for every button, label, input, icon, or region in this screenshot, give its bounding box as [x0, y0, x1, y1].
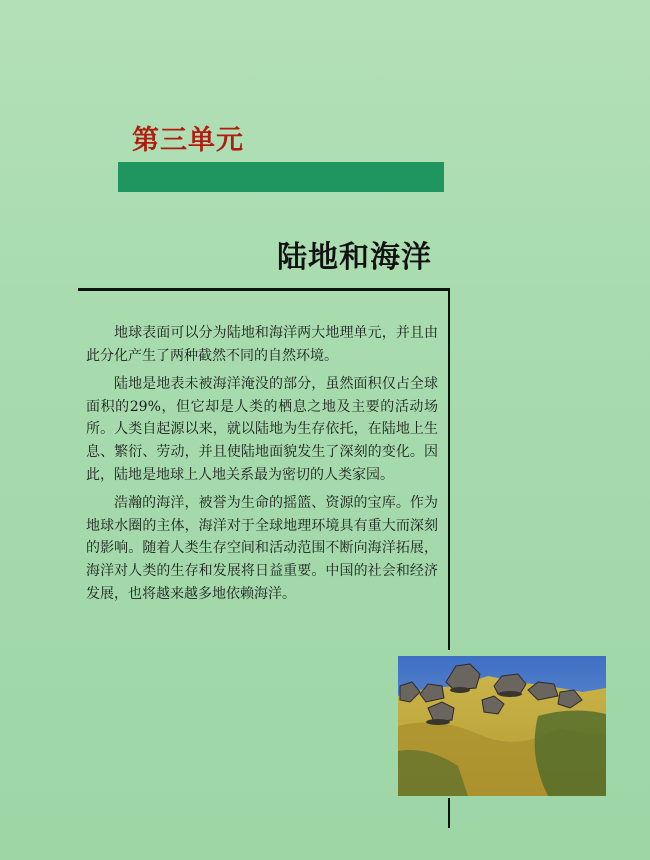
horizontal-rule: [78, 288, 450, 291]
unit-heading: 第三单元: [132, 125, 244, 156]
paragraph: 陆地是地表未被海洋淹没的部分，虽然面积仅占全球面积的29%，但它却是人类的栖息之地及主要的活动场所。人类自起源以来，就以陆地为生存依托，在陆地上生息、繁衍、劳动，并且使陆地面貌发生了深刻的变化。因此，陆地是地球上人地关系最为密切的人类家园。: [86, 376, 438, 483]
unit-color-bar: [118, 162, 444, 192]
vertical-rule-lower: [448, 798, 450, 828]
vertical-rule: [448, 288, 450, 650]
body-text: [86, 322, 438, 611]
paragraph: 浩瀚的海洋，被誉为生命的摇篮、资源的宝库。作为地球水圈的主体，海洋对于全球地理环境具有重大而深刻的影响。随着人类生存空间和活动范围不断向海洋拓展，海洋对人类的生存和发展将日益重要。中国的社会和经济发展，也将越来越多地依赖海洋。: [86, 495, 438, 602]
paragraph: 地球表面可以分为陆地和海洋两大地理单元，并且由此分化产生了两种截然不同的自然环境。: [86, 325, 438, 364]
lesson-title: 陆地和海洋: [277, 240, 432, 275]
rocky-landscape-photo: [398, 656, 606, 796]
